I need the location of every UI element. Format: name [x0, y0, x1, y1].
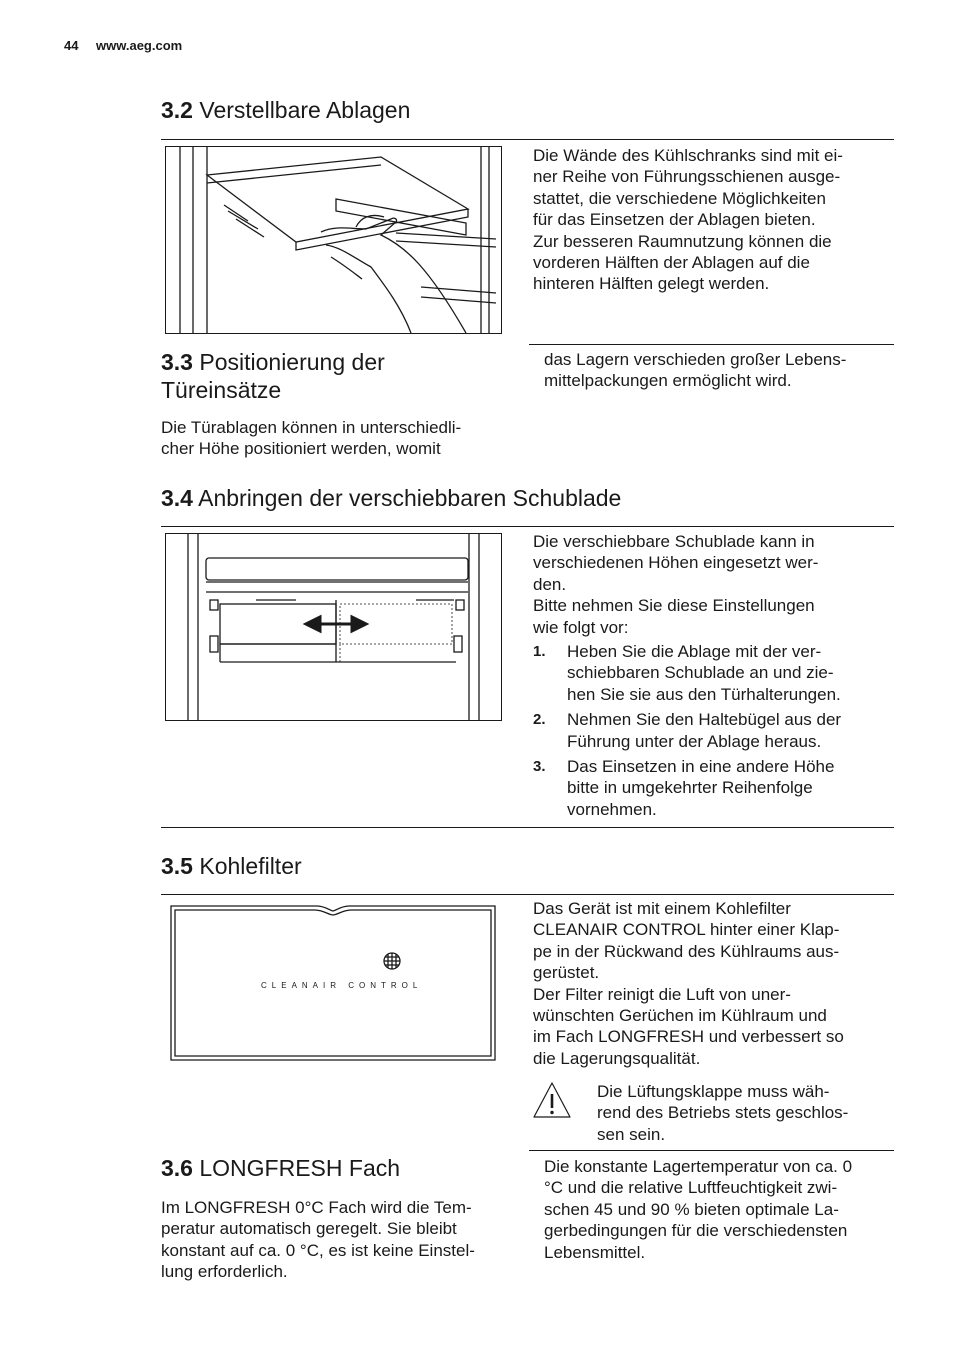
step-text: schiebbaren Schublade an und zie- [567, 663, 834, 683]
step-number: 2. [533, 711, 546, 729]
cleanair-label: CLEANAIR CONTROL [261, 981, 423, 990]
section-3-3-right-text [544, 349, 894, 392]
warning-text [597, 1081, 895, 1145]
list-item [533, 709, 895, 752]
section-title: Anbringen der verschiebbaren Schublade [198, 485, 622, 511]
page-number: 44 [64, 38, 79, 53]
section-title: Verstellbare Ablagen [199, 97, 411, 123]
step-text: bitte in umgekehrter Reihenfolge [567, 778, 813, 798]
section-3-3-left-text [161, 417, 521, 460]
warning-line: Die Lüftungsklappe muss wäh- [597, 1082, 830, 1101]
section-3-6-right-text [544, 1156, 904, 1263]
text-line: stattet, die verschiedene Möglichkeiten [533, 188, 826, 208]
text-line: Der Filter reinigt die Luft von uner- [533, 984, 791, 1004]
text-line: für das Einsetzen der Ablagen bieten. [533, 210, 816, 230]
section-rule [161, 894, 894, 895]
section-heading-3-5 [161, 852, 302, 880]
section-heading-3-6 [161, 1154, 400, 1182]
section-heading-3-4 [161, 484, 621, 512]
text-line: konstant auf ca. 0 °C, es ist keine Einstel- [161, 1240, 475, 1260]
filter-figure [169, 903, 497, 1063]
text-line: verschiedenen Höhen eingesetzt wer- [533, 553, 819, 573]
text-line: Zur besseren Raumnutzung können die [533, 231, 832, 251]
section-3-6-left-text [161, 1197, 521, 1283]
text-line: peratur automatisch geregelt. Sie bleibt [161, 1219, 457, 1239]
warning-icon [532, 1080, 572, 1120]
text-line: cher Höhe positioniert werden, womit [161, 439, 441, 459]
text-line: Im LONGFRESH 0°C Fach wird die Tem- [161, 1198, 472, 1217]
website-url[interactable]: www.aeg.com [96, 38, 183, 53]
step-text: vornehmen. [567, 799, 657, 819]
text-line: Die verschiebbare Schublade kann in [533, 532, 815, 551]
step-text: Führung unter der Ablage heraus. [567, 731, 822, 751]
text-line: lung erforderlich. [161, 1262, 288, 1282]
text-line: Die Türablagen können in unterschiedli- [161, 418, 462, 437]
section-rule [529, 344, 894, 345]
section-title-cont: Türeinsätze [161, 377, 282, 403]
shelf-illustration [166, 147, 501, 333]
text-line: vorderen Hälften der Ablagen auf die [533, 253, 810, 273]
section-number: 3.2 [161, 97, 193, 123]
text-line: gerbedingungen für die verschiedensten [544, 1221, 848, 1241]
text-line: Bitte nehmen Sie diese Einstellungen [533, 596, 815, 616]
step-number: 3. [533, 758, 546, 776]
section-3-5-text [533, 898, 895, 1069]
warning-line: rend des Betriebs stets geschlos- [597, 1103, 849, 1123]
list-item [533, 641, 895, 705]
section-rule [161, 139, 894, 140]
text-line: CLEANAIR CONTROL hinter einer Klap- [533, 920, 840, 940]
step-text: hen Sie sie aus den Türhalterungen. [567, 684, 841, 704]
section-title: LONGFRESH Fach [199, 1155, 401, 1181]
step-text: Das Einsetzen in eine andere Höhe [567, 757, 835, 777]
list-item [533, 756, 895, 820]
section-rule [161, 526, 894, 527]
section-heading-3-3 [161, 348, 385, 404]
section-number: 3.3 [161, 349, 193, 375]
section-heading-3-2 [161, 96, 410, 124]
section-rule [161, 827, 894, 828]
step-text: Heben Sie die Ablage mit der ver- [567, 642, 822, 662]
steps-list [533, 641, 895, 820]
text-line: das Lagern verschieden großer Lebens- [544, 350, 847, 369]
section-3-4-text [533, 531, 895, 824]
text-line: mittelpackungen ermöglicht wird. [544, 371, 792, 391]
shelf-figure [165, 146, 502, 334]
step-number: 1. [533, 643, 546, 661]
step-text: Nehmen Sie den Haltebügel aus der [567, 710, 842, 730]
section-number: 3.6 [161, 1155, 193, 1181]
text-line: wünschten Gerüchen im Kühlraum und [533, 1006, 827, 1026]
text-line: Die Wände des Kühlschranks sind mit ei- [533, 146, 843, 165]
text-line: den. [533, 574, 567, 594]
text-line: pe in der Rückwand des Kühlraums aus- [533, 941, 840, 961]
text-line: Die konstante Lagertemperatur von ca. 0 [544, 1157, 853, 1176]
text-line: hinteren Hälften gelegt werden. [533, 274, 770, 294]
section-rule [529, 1150, 894, 1151]
section-3-2-text [533, 145, 893, 295]
text-line: schen 45 und 90 % bieten optimale La- [544, 1199, 839, 1219]
drawer-figure [165, 533, 502, 721]
section-title: Positionierung der [199, 349, 385, 375]
drawer-illustration [166, 534, 501, 720]
text-line: °C und die relative Luftfeuchtigkeit zwi- [544, 1178, 838, 1198]
text-line: ner Reihe von Führungsschienen ausge- [533, 167, 841, 187]
text-line: gerüstet. [533, 963, 600, 983]
text-line: die Lagerungsqualität. [533, 1048, 701, 1068]
section-number: 3.4 [161, 485, 193, 511]
section-number: 3.5 [161, 853, 193, 879]
text-line: im Fach LONGFRESH und verbessert so [533, 1027, 844, 1047]
warning-line: sen sein. [597, 1124, 666, 1144]
section-title: Kohlefilter [199, 853, 302, 879]
text-line: wie folgt vor: [533, 617, 629, 637]
text-line: Lebensmittel. [544, 1242, 646, 1262]
text-line: Das Gerät ist mit einem Kohlefilter [533, 899, 791, 918]
